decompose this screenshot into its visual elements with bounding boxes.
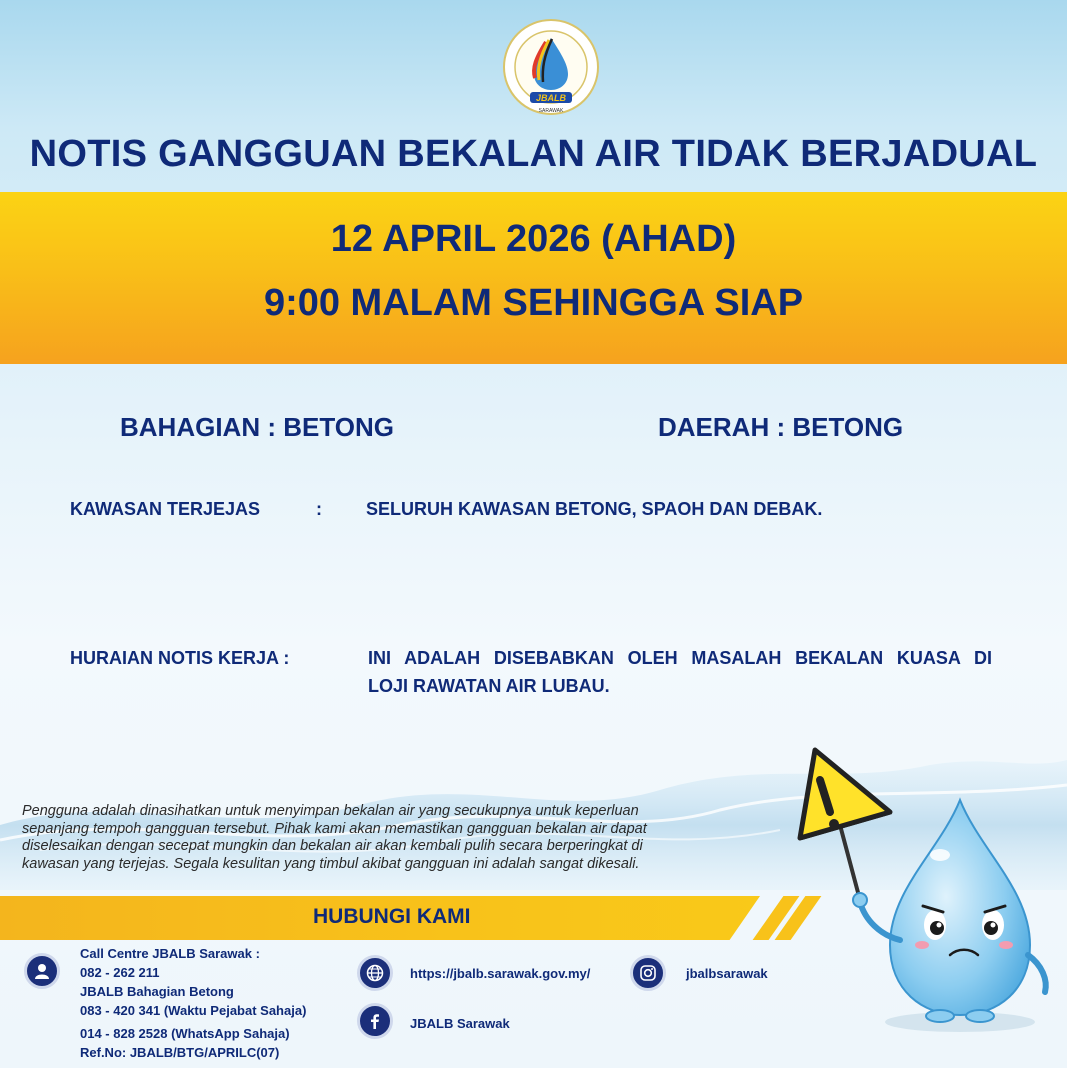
advisory-line: diselesaikan dengan secepat mungkin dan bekalan air akan kembali pulih secara berperingkat di [22, 838, 643, 854]
reference-number: Ref.No: JBALB/BTG/APRILC(07) [80, 1045, 280, 1060]
jbalb-logo [502, 18, 600, 116]
affected-area-value: SELURUH KAWASAN BETONG, SPAOH DAN DEBAK. [366, 499, 823, 519]
affected-area-label: KAWASAN TERJEJAS [70, 499, 261, 519]
betong-office-phone[interactable]: 083 - 420 341 (Waktu Pejabat Sahaja) [80, 1003, 307, 1018]
advisory-line: Pengguna adalah dinasihatkan untuk menyimpan bekalan air yang secukupnya untuk keperluan [22, 803, 639, 819]
schedule-band [0, 192, 1067, 364]
contact-heading: HUBUNGI KAMI [313, 905, 471, 928]
page-title: NOTIS GANGGUAN BEKALAN AIR TIDAK BERJADUAL [29, 133, 1038, 175]
warning-icon [800, 750, 892, 840]
facebook-icon [357, 1003, 393, 1039]
logo-badge-text: JBALB [535, 93, 567, 103]
facebook-link[interactable]: JBALB Sarawak [410, 1016, 510, 1031]
schedule-date: 12 APRIL 2026 (AHAD) [330, 218, 737, 260]
contact-phone-block [80, 944, 306, 1062]
logo-bottom-text: SARAWAK [538, 108, 564, 114]
affected-area-colon: : [316, 499, 322, 519]
work-description-line1: INI ADALAH DISEBABKAN OLEH MASALAH BEKALAN KUASA DI [368, 648, 992, 668]
division-label: BAHAGIAN : BETONG [120, 412, 394, 442]
advisory-notice [22, 803, 762, 873]
call-centre-label: Call Centre JBALB Sarawak : [80, 946, 260, 961]
work-description-label: HURAIAN NOTIS KERJA : [70, 648, 290, 668]
instagram-link[interactable]: jbalbsarawak [686, 966, 768, 981]
advisory-line: kawasan yang terjejas. Segala kesulitan yang timbul akibat gangguan ini adalah sangat dikesali. [22, 855, 640, 872]
call-centre-phone[interactable]: 082 - 262 211 [80, 965, 160, 980]
website-link[interactable]: https://jbalb.sarawak.gov.my/ [410, 966, 591, 981]
schedule-time: 9:00 MALAM SEHINGGA SIAP [263, 282, 804, 324]
betong-office-label: JBALB Bahagian Betong [80, 984, 234, 999]
instagram-icon [630, 955, 666, 991]
advisory-line: sepanjang tempoh gangguan tersebut. Pihak kami akan memastikan gangguan bekalan air dapat [22, 820, 647, 837]
user-icon [24, 953, 60, 989]
globe-icon [357, 955, 393, 991]
whatsapp-phone[interactable]: 014 - 828 2528 (WhatsApp Sahaja) [80, 1026, 290, 1041]
district-label: DAERAH : BETONG [658, 412, 904, 442]
water-drop-mascot [760, 740, 1060, 1060]
work-description-line2: LOJI RAWATAN AIR LUBAU. [368, 676, 610, 696]
